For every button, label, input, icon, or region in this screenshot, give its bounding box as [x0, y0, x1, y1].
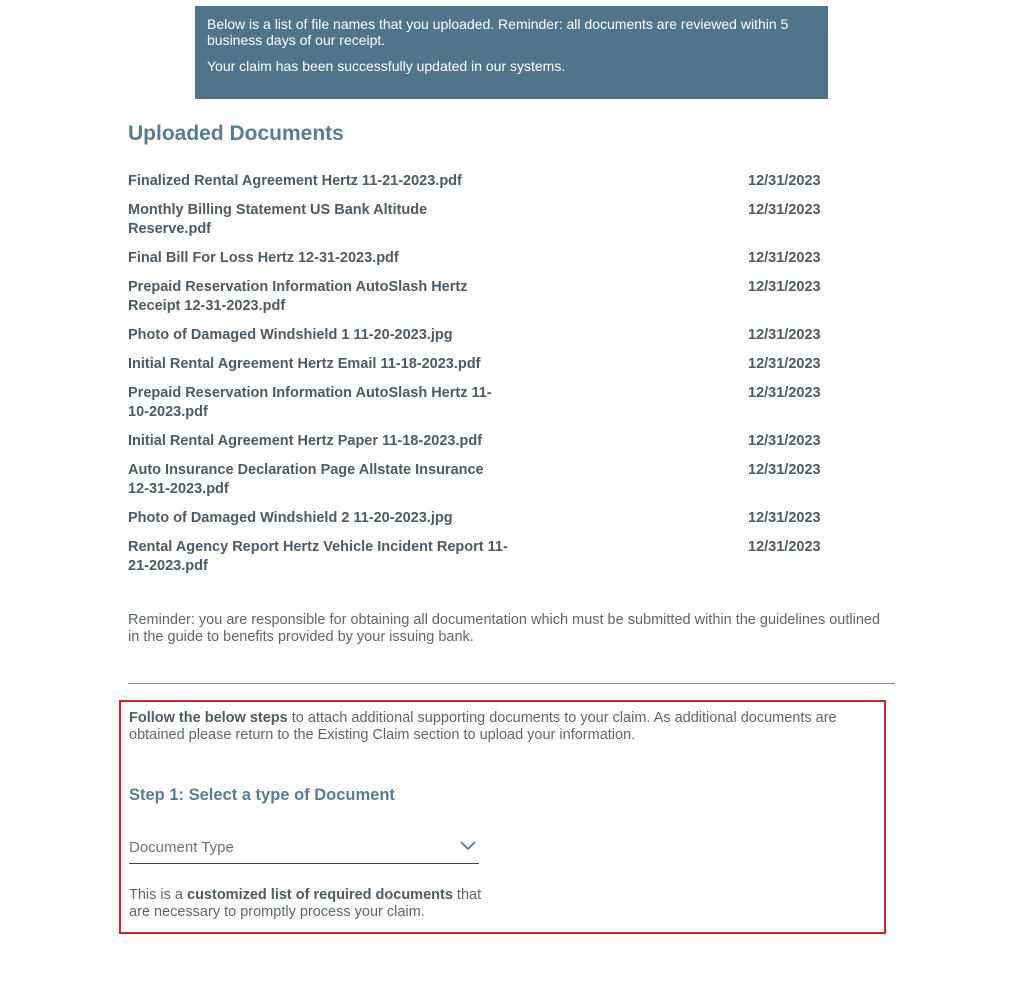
document-date: 12/31/2023 — [748, 510, 821, 526]
section-divider — [128, 683, 895, 684]
document-row — [128, 278, 828, 316]
confirmation-banner — [195, 6, 828, 99]
document-name: Monthly Billing Statement US Bank Altitude Reserve.pdf — [128, 202, 428, 237]
document-name: Rental Agency Report Hertz Vehicle Incident Report 11-21-2023.pdf — [128, 539, 508, 574]
banner-upload-message: Below is a list of file names that you uploaded. Reminder: all documents are reviewed within 5 business days of our receipt. — [207, 16, 789, 48]
document-name: Photo of Damaged Windshield 1 11-20-2023.jpg — [128, 327, 453, 343]
document-row — [128, 326, 828, 345]
document-date: 12/31/2023 — [748, 279, 821, 295]
document-type-placeholder: Document Type — [129, 839, 234, 856]
uploaded-documents-title: Uploaded Documents — [128, 122, 344, 145]
upload-steps-panel — [119, 700, 886, 934]
document-name: Initial Rental Agreement Hertz Email 11-18-2023.pdf — [128, 356, 481, 372]
document-date: 12/31/2023 — [748, 385, 821, 401]
chevron-down-icon[interactable] — [460, 841, 476, 851]
document-row — [128, 461, 828, 499]
banner-success-message: Your claim has been successfully updated in our systems. — [207, 58, 566, 74]
document-name: Photo of Damaged Windshield 2 11-20-2023.jpg — [128, 510, 453, 526]
document-row — [128, 249, 828, 268]
steps-intro-text: to attach additional supporting documents to your claim. As additional documents are obtained please return to the Existing Claim section to upload your information. — [129, 710, 837, 743]
uploaded-documents-list — [128, 172, 828, 586]
document-row — [128, 432, 828, 451]
document-name: Prepaid Reservation Information AutoSlash Hertz 11-10-2023.pdf — [128, 385, 492, 420]
document-date: 12/31/2023 — [748, 202, 821, 218]
document-row — [128, 538, 828, 576]
document-name: Final Bill For Loss Hertz 12-31-2023.pdf — [128, 250, 399, 266]
helper-pre: This is a — [129, 887, 188, 903]
document-date: 12/31/2023 — [748, 462, 821, 478]
document-date: 12/31/2023 — [748, 356, 821, 372]
document-date: 12/31/2023 — [748, 327, 821, 343]
document-type-select[interactable] — [129, 833, 479, 864]
helper-emphasis: customized list of required documents — [187, 887, 453, 903]
document-date: 12/31/2023 — [748, 539, 821, 555]
helper-post: that are necessary to promptly process your claim. — [129, 887, 482, 920]
document-name: Finalized Rental Agreement Hertz 11-21-2023.pdf — [128, 173, 462, 189]
document-date: 12/31/2023 — [748, 433, 821, 449]
step1-title: Step 1: Select a type of Document — [129, 786, 395, 804]
document-type-helper — [129, 887, 499, 921]
document-date: 12/31/2023 — [748, 250, 821, 266]
documentation-reminder: Reminder: you are responsible for obtaining all documentation which must be submitted within the guidelines outlined in the guide to benefits provided by your issuing bank. — [128, 612, 881, 645]
document-date: 12/31/2023 — [748, 173, 821, 189]
steps-intro-emphasis: Follow the below steps — [129, 710, 288, 726]
document-row — [128, 384, 828, 422]
document-row — [128, 355, 828, 374]
document-row — [128, 201, 828, 239]
document-row — [128, 172, 828, 191]
document-name: Prepaid Reservation Information AutoSlash Hertz Receipt 12-31-2023.pdf — [128, 279, 468, 314]
steps-intro — [129, 710, 879, 744]
document-name: Auto Insurance Declaration Page Allstate Insurance 12-31-2023.pdf — [128, 462, 484, 497]
document-row — [128, 509, 828, 528]
document-name: Initial Rental Agreement Hertz Paper 11-18-2023.pdf — [128, 433, 483, 449]
